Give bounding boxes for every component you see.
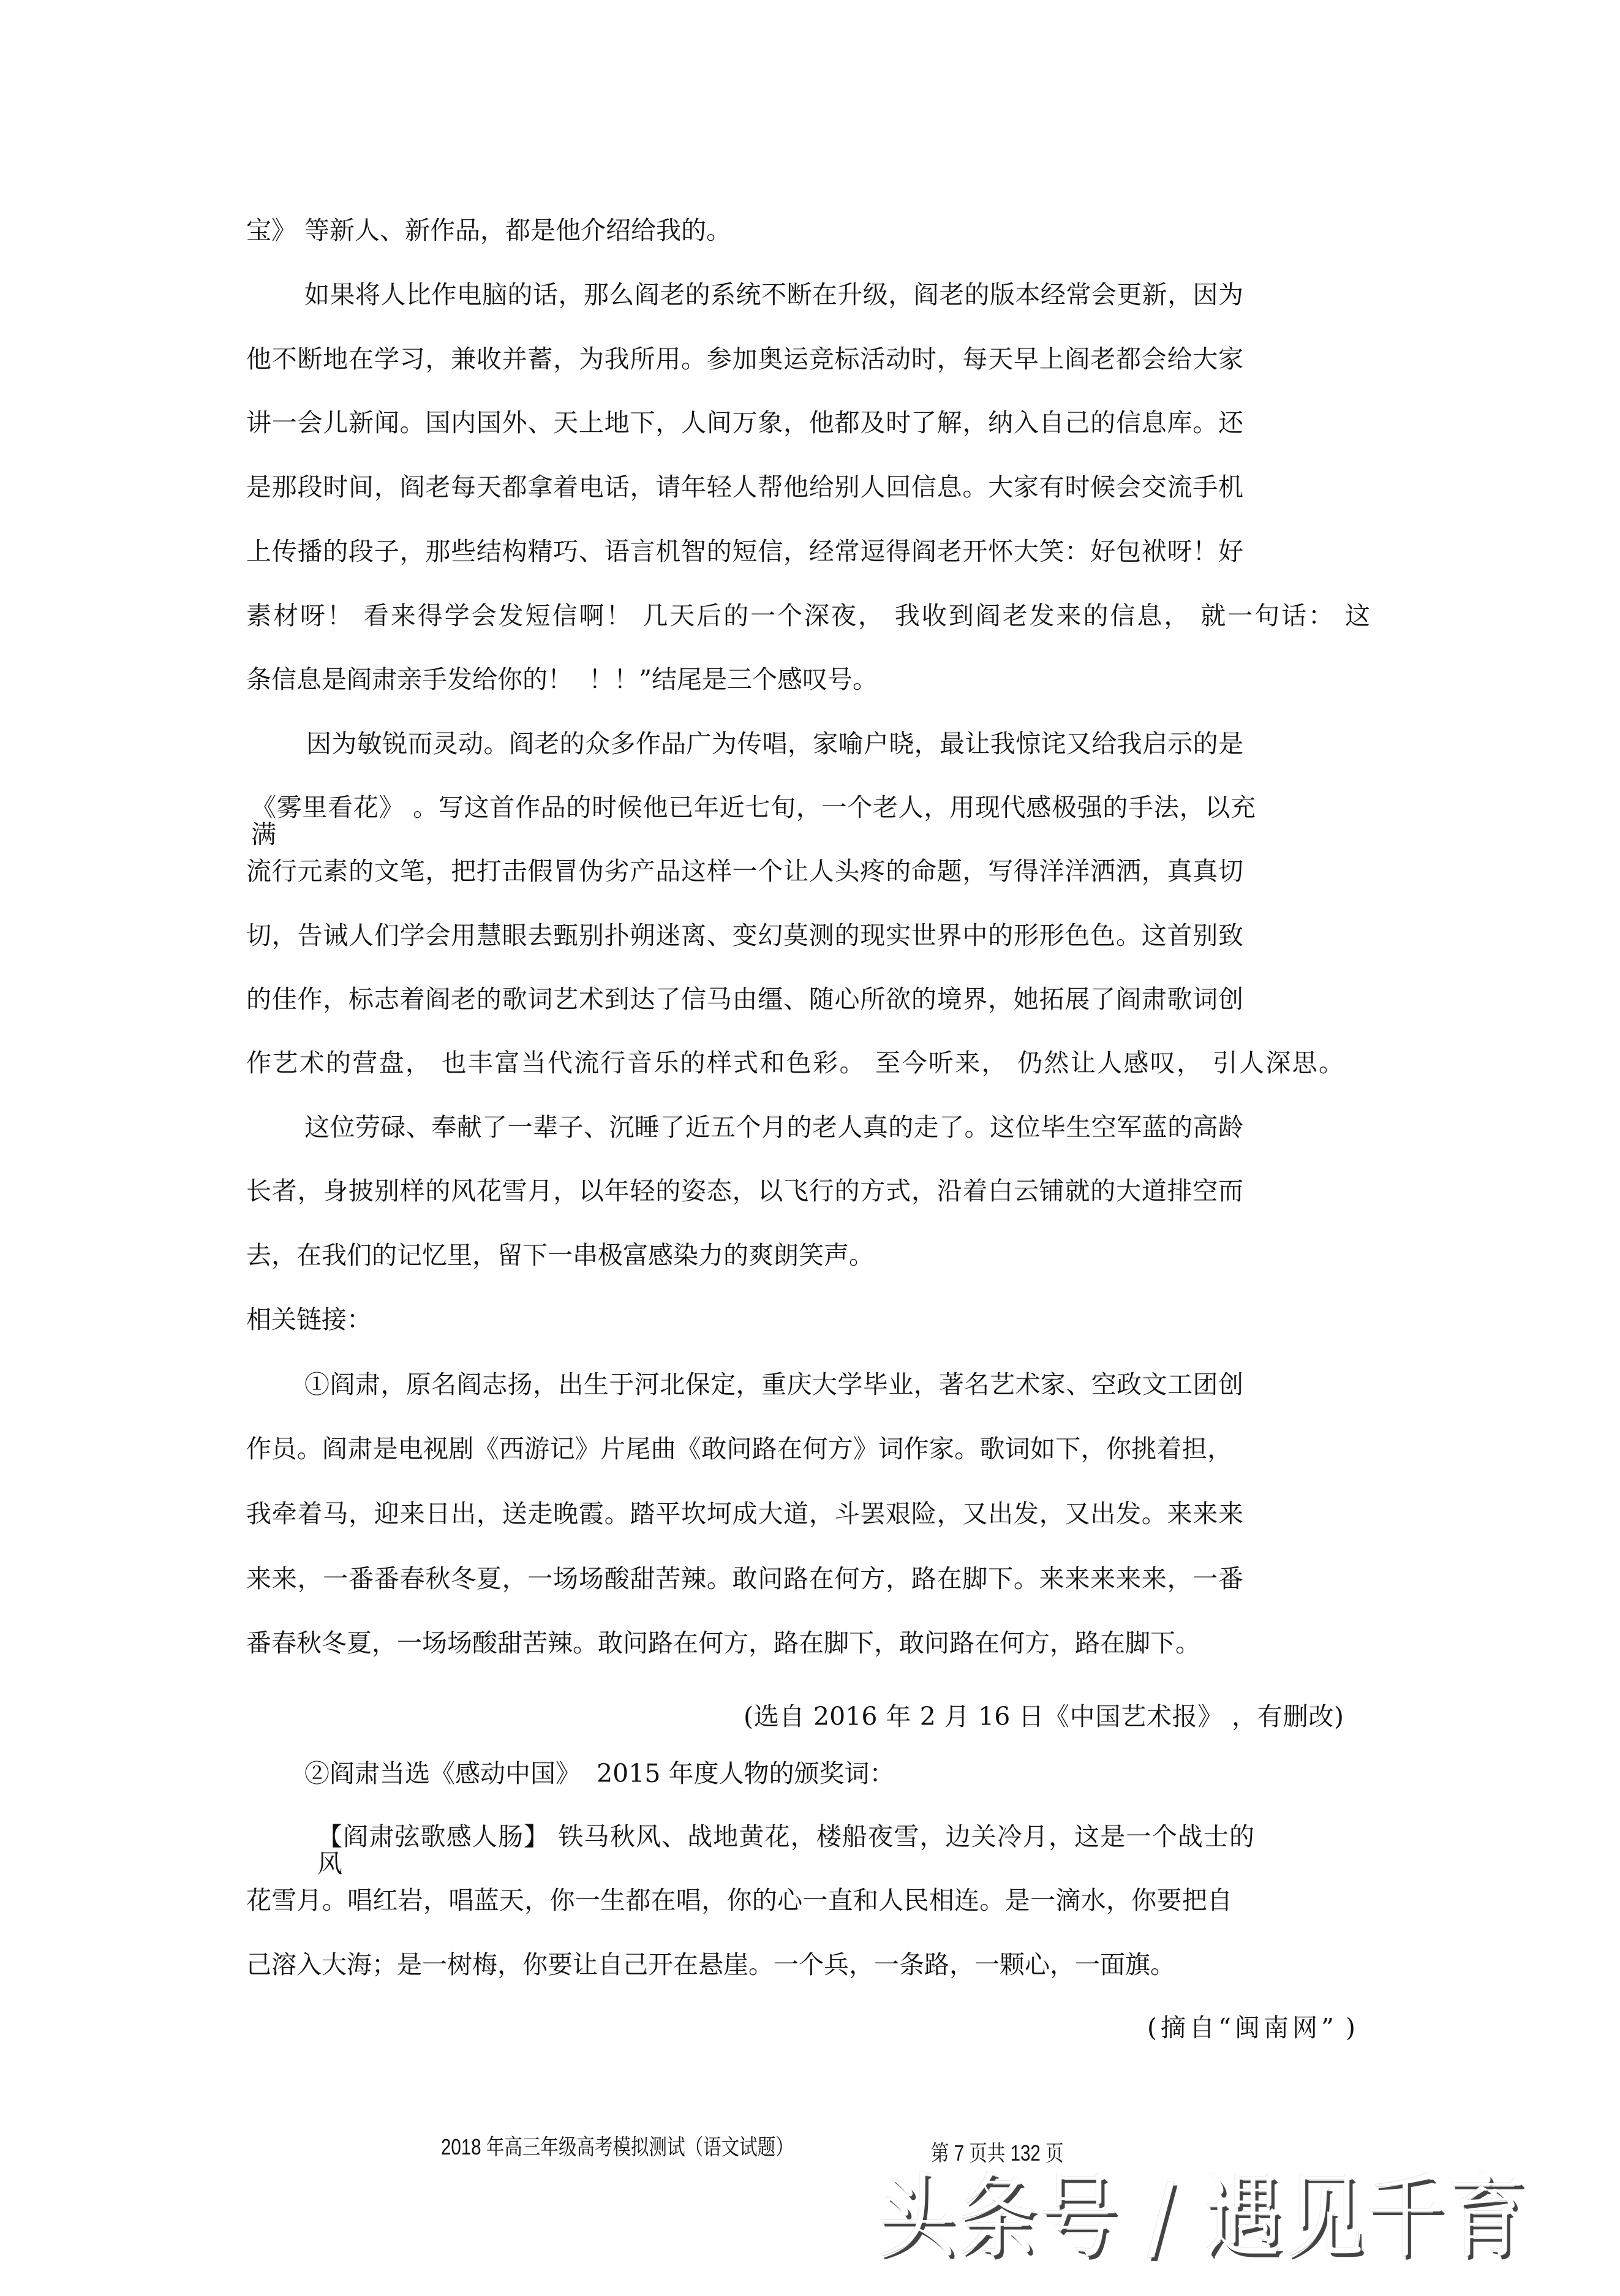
text-line: 花雪月。唱红岩，唱蓝天，你一生都在唱，你的心一直和人民相连。是一滴水，你要把自 bbox=[246, 1886, 1232, 1915]
text-line: 《雾里看花》 。写这首作品的时候他已年近七旬，一个老人，用现代感极强的手法，以充满 bbox=[251, 793, 1256, 849]
text-line: 条信息是阎肃亲手发给你的！ ！！”结尾是三个感叹号。 bbox=[246, 665, 878, 694]
text-line: (摘自“闽南网” ) bbox=[1147, 2013, 1355, 2042]
text-line: 切，告诫人们学会用慧眼去甄别扑朔迷离、变幻莫测的现实世界中的形形色色。这首别致 bbox=[246, 921, 1243, 950]
text-line: 讲一会儿新闻。国内国外、天上地下，人间万象，他都及时了解，纳入自己的信息库。还 bbox=[246, 408, 1243, 437]
text-line: 上传播的段子，那些结构精巧、语言机智的短信，经常逗得阎老开怀大笑：好包袱呀！好 bbox=[246, 537, 1243, 566]
text-line: 来来，一番番春秋冬夏，一场场酸甜苦辣。敢问路在何方，路在脚下。来来来来来，一番 bbox=[246, 1564, 1243, 1593]
text-line: 的佳作，标志着阎老的歌词艺术到达了信马由缰、随心所欲的境界，她拓展了阎肃歌词创 bbox=[246, 984, 1243, 1014]
text-line: 是那段时间，阎老每天都拿着电话，请年轻人帮他给别人回信息。大家有时候会交流手机 bbox=[246, 472, 1243, 502]
text-line: 番春秋冬夏，一场场酸甜苦辣。敢问路在何方，路在脚下，敢问路在何方，路在脚下。 bbox=[246, 1628, 1200, 1658]
text-line: 这位劳碌、奉献了一辈子、沉睡了近五个月的老人真的走了。这位毕生空军蓝的高龄 bbox=[304, 1112, 1243, 1142]
text-line: 去，在我们的记忆里，留下一串极富感染力的爽朗笑声。 bbox=[246, 1241, 874, 1270]
text-line: 素材呀！ 看来得学会发短信啊！ 几天后的一个深夜， 我收到阎老发来的信息， 就一句话： 这 bbox=[246, 601, 1370, 630]
text-line: 流行元素的文笔，把打击假冒伪劣产品这样一个让人头疼的命题，写得洋洋洒洒，真真切 bbox=[246, 856, 1243, 886]
text-line: (选自 2016 年 2 月 16 日《中国艺术报》 ，有删改) bbox=[744, 1702, 1344, 1731]
text-line: 宝》 等新人、新作品，都是他介绍给我的。 bbox=[246, 216, 732, 245]
text-line: ①阎肃，原名阎志扬，出生于河北保定，重庆大学毕业，著名艺术家、空政文工团创 bbox=[304, 1370, 1243, 1399]
text-line: 作员。阎肃是电视剧《西游记》片尾曲《敢问路在何方》词作家。歌词如下，你挑着担， bbox=[246, 1434, 1232, 1463]
text-line: 他不断地在学习，兼收并蓄，为我所用。参加奥运竞标活动时，每天早上阎老都会给大家 bbox=[246, 344, 1243, 374]
text-line: 己溶入大海；是一树梅，你要让自己开在悬崖。一个兵，一条路，一颗心，一面旗。 bbox=[246, 1950, 1175, 1979]
watermark-logo: 头条号 / 遇见千育 bbox=[877, 2164, 1528, 2271]
text-line: 我牵着马，迎来日出，送走晚霞。踏平坎坷成大道，斗罢艰险，又出发，又出发。来来来 bbox=[246, 1499, 1243, 1528]
text-line: 因为敏锐而灵动。阎老的众多作品广为传唱，家喻户晓，最让我惊诧又给我启示的是 bbox=[306, 729, 1243, 758]
footer-exam-title: 2018 年高三年级高考模拟测试（语文试题） bbox=[441, 2134, 794, 2159]
footer-page-number: 第 7 页共 132 页 bbox=[931, 2140, 1064, 2166]
text-line: 如果将人比作电脑的话，那么阎老的系统不断在升级，阎老的版本经常会更新，因为 bbox=[304, 280, 1243, 309]
text-line: 【阎肃弦歌感人肠】 铁马秋风、战地黄花，楼船夜雪，边关冷月，这是一个战士的风 bbox=[317, 1822, 1254, 1878]
text-line: 相关链接： bbox=[246, 1305, 372, 1334]
text-line: 作艺术的营盘， 也丰富当代流行音乐的样式和色彩。 至今听来， 仍然让人感叹， 引人深思。 bbox=[246, 1048, 1344, 1078]
text-line: 长者，身披别样的风花雪月，以年轻的姿态，以飞行的方式，沿着白云铺就的大道排空而 bbox=[246, 1176, 1243, 1206]
text-line: ②阎肃当选《感动中国》 2015 年度人物的颁奖词： bbox=[304, 1759, 895, 1788]
